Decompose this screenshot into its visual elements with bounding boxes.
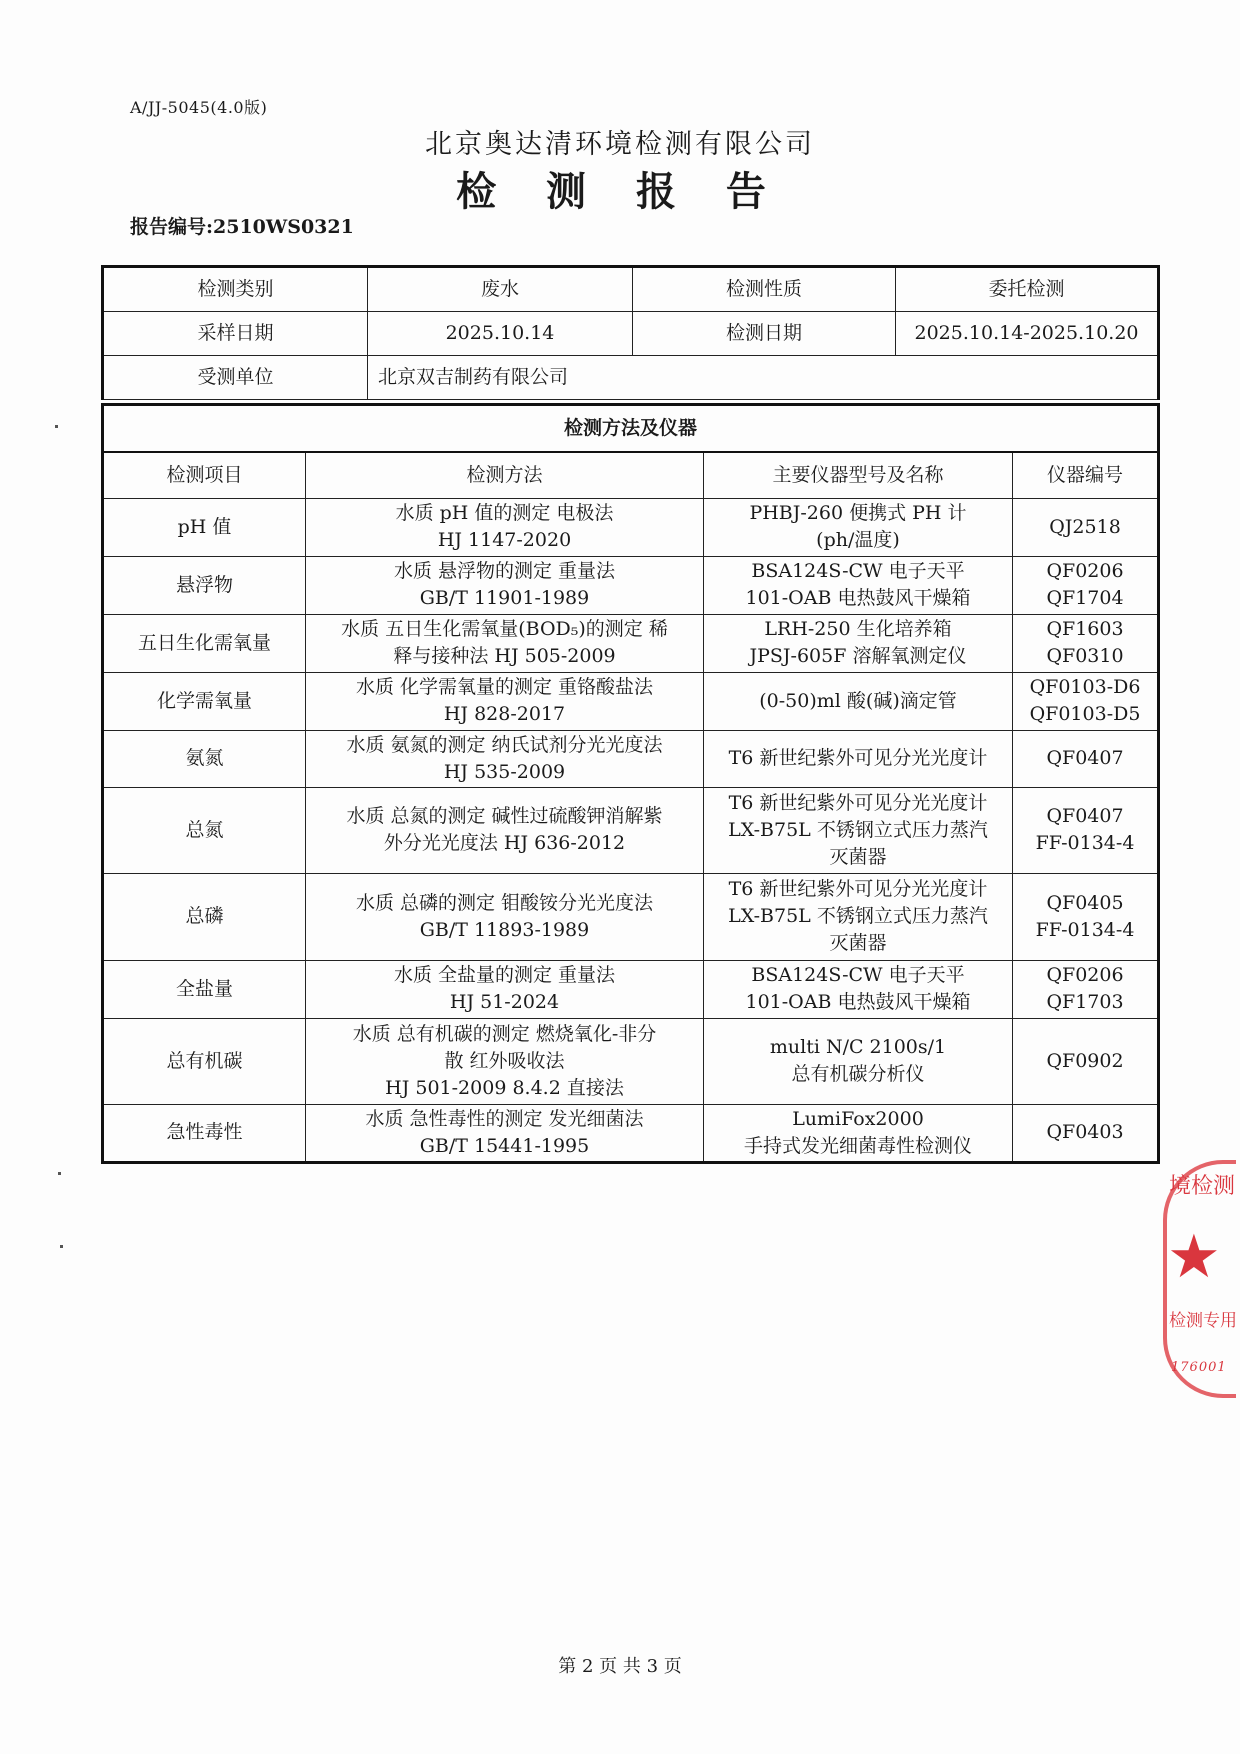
instrument-line: 101-OAB 电热鼓风干燥箱 [745, 991, 971, 1013]
instrument [704, 498, 1013, 556]
test-date-value: 2025.10.14-2025.10.20 [896, 312, 1159, 356]
test-item: 总磷 [103, 873, 306, 960]
sampling-date-label: 采样日期 [103, 312, 368, 356]
section-title: 检测方法及仪器 [103, 405, 1159, 453]
category-label: 检测类别 [103, 267, 368, 312]
method-row [103, 672, 1159, 730]
test-method-line: GB/T 15441-1995 [419, 1134, 590, 1157]
instrument-line: LX-B75L 不锈钢立式压力蒸汽 [728, 905, 988, 927]
report-title: 检 测 报 告 [456, 169, 784, 215]
test-method-line: 水质 总磷的测定 钼酸铵分光光度法 [355, 891, 654, 914]
instrument-id-line: FF-0134-4 [1035, 832, 1135, 854]
test-method-line: 水质 化学需氧量的测定 重铬酸盐法 [355, 676, 654, 698]
test-method-line: HJ 501-2009 8.4.2 直接法 [385, 1076, 624, 1099]
sampling-date-value: 2025.10.14 [368, 312, 633, 356]
col-header-method: 检测方法 [306, 452, 704, 498]
instrument-id-line: QF0103-D5 [1029, 703, 1141, 725]
test-item: 总有机碳 [103, 1018, 306, 1104]
test-item: 化学需氧量 [103, 672, 306, 730]
method-row [103, 960, 1159, 1018]
instrument [704, 672, 1013, 730]
instrument-id-line: QF1704 [1046, 587, 1124, 609]
instrument-line: 总有机碳分析仪 [791, 1063, 925, 1085]
test-method-line: 水质 总氮的测定 碱性过硫酸钾消解紫 [346, 805, 663, 827]
instrument-line: LumiFox2000 [792, 1107, 924, 1130]
company-name: 北京奥达清环境检测有限公司 [425, 129, 815, 160]
nature-value: 委托检测 [896, 267, 1159, 312]
instrument-line: 手持式发光细菌毒性检测仪 [743, 1134, 972, 1157]
test-method-line: HJ 1147-2020 [437, 529, 572, 551]
test-date-label: 检测日期 [633, 312, 896, 356]
info-row [103, 356, 1159, 400]
test-method-line: 水质 悬浮物的测定 重量法 [393, 560, 616, 582]
test-method [306, 960, 704, 1018]
client-label: 受测单位 [103, 356, 368, 400]
test-method [306, 556, 704, 614]
company-seal [1163, 1160, 1240, 1400]
column-header-row [103, 452, 1159, 498]
instrument-id-line: QF1703 [1046, 991, 1124, 1013]
test-method-line: 水质 急性毒性的测定 发光细菌法 [365, 1107, 644, 1130]
instrument [704, 960, 1013, 1018]
instrument-id-line: QF0405 [1046, 891, 1124, 914]
instrument-id [1013, 498, 1159, 556]
method-row [103, 873, 1159, 960]
instrument-line: BSA124S-CW 电子天平 [751, 964, 965, 986]
method-row [103, 787, 1159, 873]
test-item: 急性毒性 [103, 1104, 306, 1162]
instrument-id [1013, 787, 1159, 873]
instrument-id [1013, 960, 1159, 1018]
instrument-id [1013, 556, 1159, 614]
instrument-id [1013, 873, 1159, 960]
instrument-id [1013, 614, 1159, 672]
section-row [103, 405, 1159, 453]
instrument-line: (0-50)ml 酸(碱)滴定管 [759, 689, 957, 712]
method-row [103, 1104, 1159, 1162]
col-header-id: 仪器编号 [1013, 452, 1159, 498]
instrument [704, 556, 1013, 614]
info-table [101, 265, 1160, 400]
seal-text-top: 境检测 [1169, 1174, 1236, 1199]
instrument-id-line: QF0206 [1046, 560, 1124, 582]
test-item: 全盐量 [103, 960, 306, 1018]
instrument-id-line: QF0206 [1046, 964, 1124, 986]
instrument-id-line: QF1603 [1046, 618, 1124, 640]
instrument-line: 101-OAB 电热鼓风干燥箱 [745, 587, 971, 609]
test-item: 悬浮物 [103, 556, 306, 614]
test-item: 五日生化需氧量 [103, 614, 306, 672]
instrument-line: 灭菌器 [829, 932, 887, 954]
instrument-id-line: QF0403 [1046, 1121, 1124, 1143]
test-method-line: HJ 51-2024 [449, 991, 560, 1013]
instrument [704, 787, 1013, 873]
form-code: A/JJ-5045(4.0版) [130, 98, 268, 117]
method-row [103, 614, 1159, 672]
instrument-id-line: QF0407 [1046, 805, 1124, 827]
instrument-line: JPSJ-605F 溶解氧测定仪 [749, 645, 967, 667]
instrument-line: T6 新世纪紫外可见分光光度计 [728, 791, 988, 814]
instrument [704, 873, 1013, 960]
instrument-line: T6 新世纪紫外可见分光光度计 [728, 747, 988, 769]
report-number: 报告编号:2510WS0321 [130, 216, 354, 238]
instrument-id-line: FF-0134-4 [1035, 918, 1135, 941]
test-method [306, 498, 704, 556]
test-method-line: HJ 535-2009 [443, 760, 566, 783]
info-row [103, 312, 1159, 356]
method-row [103, 730, 1159, 787]
instrument [704, 1104, 1013, 1162]
instrument-id [1013, 1104, 1159, 1162]
seal-number: 176001 [1171, 1360, 1227, 1375]
instrument-line: LX-B75L 不锈钢立式压力蒸汽 [728, 818, 988, 841]
instrument-line: (ph/温度) [816, 529, 900, 551]
test-method-line: 水质 总有机碳的测定 燃烧氧化-非分 [352, 1022, 657, 1045]
test-method-line: GB/T 11893-1989 [419, 918, 590, 941]
instrument-id-line: QF0103-D6 [1029, 676, 1141, 698]
test-method [306, 614, 704, 672]
test-method [306, 730, 704, 787]
test-method-line: 水质 pH 值的测定 电极法 [395, 502, 614, 524]
method-row [103, 1018, 1159, 1104]
test-method-line: 外分光光度法 HJ 636-2012 [383, 832, 626, 854]
instrument [704, 1018, 1013, 1104]
test-method [306, 672, 704, 730]
test-item: pH 值 [103, 498, 306, 556]
test-method-line: 释与接种法 HJ 505-2009 [393, 645, 616, 667]
instrument-id-line: QF0310 [1046, 645, 1124, 667]
test-method-line: 水质 氨氮的测定 纳氏试剂分光光度法 [346, 733, 663, 756]
col-header-instrument: 主要仪器型号及名称 [704, 452, 1013, 498]
scan-speck [58, 1172, 61, 1175]
page-number: 第 2 页 共 3 页 [558, 1656, 682, 1677]
instrument-id [1013, 1018, 1159, 1104]
instrument-line: LRH-250 生化培养箱 [764, 618, 952, 640]
test-method-line: 水质 全盐量的测定 重量法 [393, 964, 616, 986]
instrument-id [1013, 730, 1159, 787]
test-method-line: 散 红外吸收法 [444, 1049, 565, 1072]
instrument-line: PHBJ-260 便携式 PH 计 [749, 502, 967, 524]
instrument-id [1013, 672, 1159, 730]
test-method-line: 水质 五日生化需氧量(BOD₅)的测定 稀 [341, 618, 668, 640]
scan-speck [55, 425, 58, 428]
seal-text-bottom: 检测专用 [1169, 1311, 1237, 1331]
test-method [306, 1018, 704, 1104]
star-icon: ★ [1167, 1222, 1221, 1292]
method-row [103, 556, 1159, 614]
test-method [306, 1104, 704, 1162]
category-value: 废水 [368, 267, 633, 312]
instrument [704, 614, 1013, 672]
test-item: 总氮 [103, 787, 306, 873]
nature-label: 检测性质 [633, 267, 896, 312]
instrument [704, 730, 1013, 787]
test-method-line: HJ 828-2017 [443, 703, 566, 725]
test-item: 氨氮 [103, 730, 306, 787]
instrument-id-line: QF0902 [1046, 1049, 1124, 1072]
instrument-line: BSA124S-CW 电子天平 [751, 560, 965, 582]
instrument-line: 灭菌器 [829, 845, 887, 868]
test-method-line: GB/T 11901-1989 [419, 587, 590, 609]
methods-table [101, 403, 1160, 1164]
instrument-id-line: QF0407 [1046, 747, 1124, 769]
col-header-item: 检测项目 [103, 452, 306, 498]
info-row [103, 267, 1159, 312]
instrument-id-line: QJ2518 [1049, 515, 1121, 538]
method-row [103, 498, 1159, 556]
scan-speck [60, 1245, 63, 1248]
instrument-line: T6 新世纪紫外可见分光光度计 [728, 878, 988, 900]
test-method [306, 873, 704, 960]
client-value: 北京双吉制药有限公司 [368, 356, 1159, 400]
instrument-line: multi N/C 2100s/1 [769, 1036, 947, 1058]
test-method [306, 787, 704, 873]
